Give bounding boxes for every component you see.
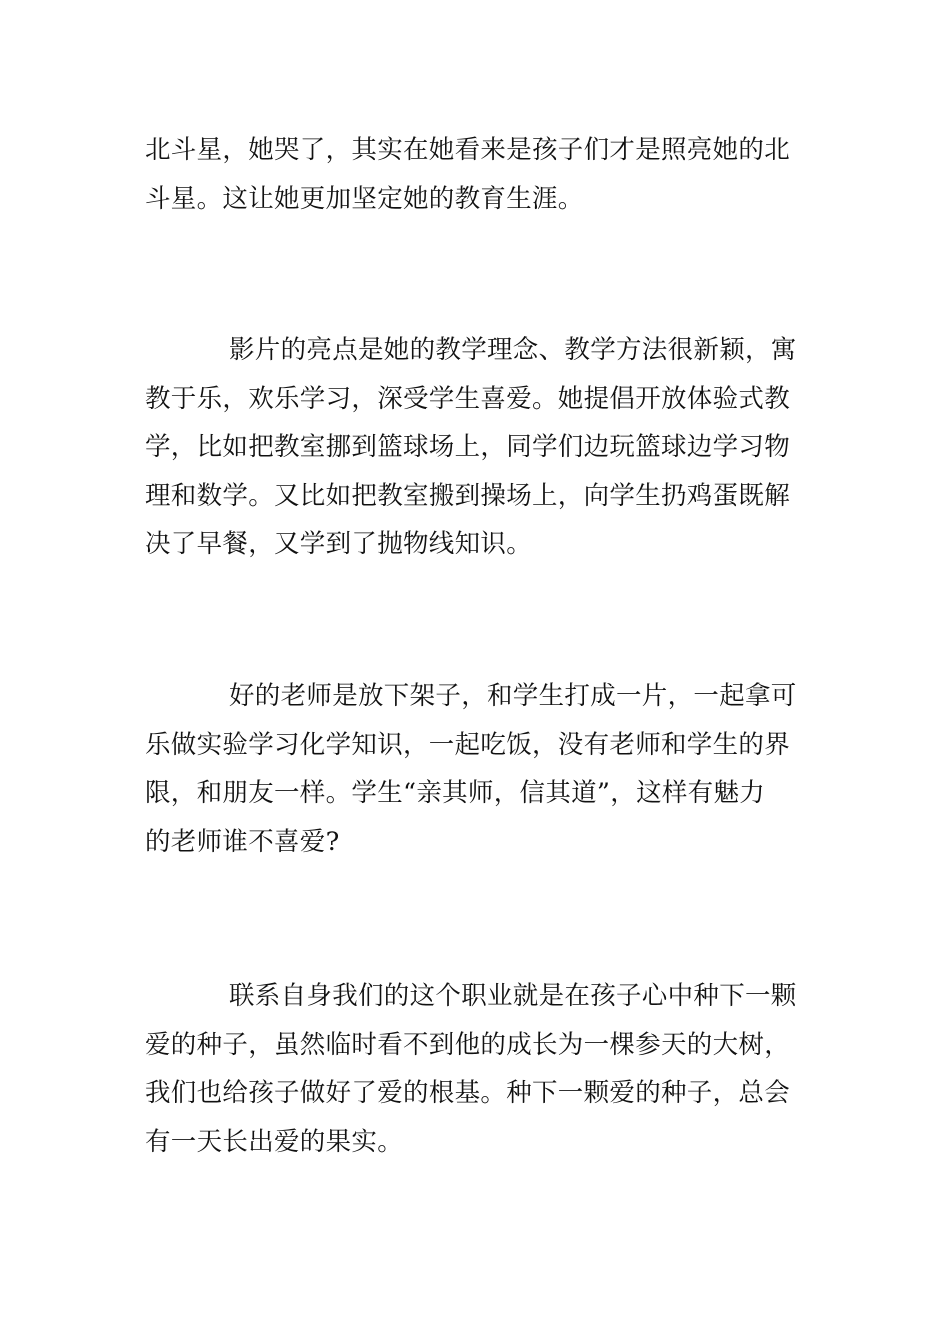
paragraph-line: 好的老师是放下架子，和学生打成一片，一起拿可 [229,681,797,711]
paragraph-line: 我们也给孩子做好了爱的根基。种下一颗爱的种子，总会 [145,1078,791,1108]
paragraph-line: 有一天长出爱的果实。 [145,1126,404,1157]
paragraph-2 [145,326,810,569]
paragraph-line: 影片的亮点是她的教学理念、教学方法很新颖，寓 [229,335,797,365]
paragraph-line: 乐做实验学习化学知识，一起吃饭，没有老师和学生的界 [145,729,791,760]
paragraph-line: 联系自身我们的这个职业就是在孩子心中种下一颗 [229,981,797,1011]
paragraph-line: 斗星。这让她更加坚定她的教育生涯。 [145,183,584,214]
paragraph-line: 北斗星，她哭了，其实在她看来是孩子们才是照亮她的北 [145,135,791,165]
paragraph-1 [145,126,810,223]
paragraph-line: 限，和朋友一样。学生“亲其师，信其道”，这样有魅力 [145,778,766,808]
paragraph-4 [145,972,810,1166]
paragraph-line: 爱的种子，虽然临时看不到他的成长为一棵参天的大树， [145,1029,791,1060]
paragraph-line: 学，比如把教室挪到篮球场上，同学们边玩篮球边学习物 [145,432,791,462]
paragraph-line: 的老师谁不喜爱? [145,826,340,857]
paragraph-line: 教于乐，欢乐学习，深受学生喜爱。她提倡开放体验式教 [145,383,791,414]
paragraph-3 [145,672,810,866]
paragraph-line: 理和数学。又比如把教室搬到操场上，向学生扔鸡蛋既解 [145,480,791,511]
paragraph-line: 决了早餐，又学到了抛物线知识。 [145,529,533,559]
